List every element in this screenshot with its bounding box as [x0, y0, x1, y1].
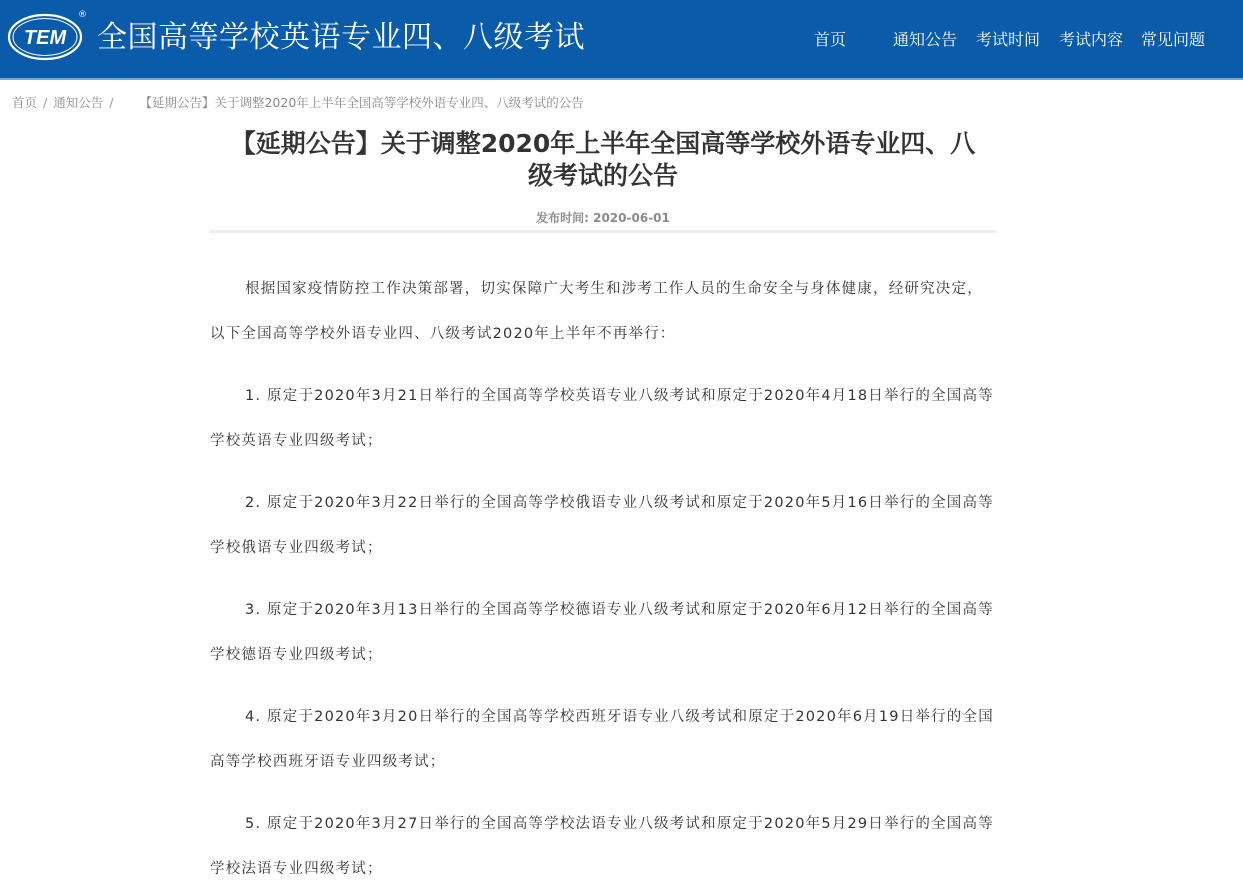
breadcrumb-home[interactable]: 首页: [12, 95, 38, 110]
publish-meta: [210, 210, 996, 226]
title-divider: [210, 230, 996, 233]
list-item-5: 5. 原定于2020年3月27日举行的全国高等学校法语专业八级考试和原定于2020年5月29日举行的全国高等学校法语专业四级考试；: [210, 816, 994, 877]
site-header: [0, 0, 1243, 80]
site-title[interactable]: 全国高等学校英语专业四、八级考试: [97, 20, 585, 55]
breadcrumb-separator: /: [109, 95, 114, 110]
list-item-1: 1. 原定于2020年3月21日举行的全国高等学校英语专业八级考试和原定于2020年4月18日举行的全国高等学校英语专业四级考试；: [210, 388, 994, 449]
nav-home[interactable]: 首页: [814, 30, 847, 49]
intro-paragraph: 根据国家疫情防控工作决策部署，切实保障广大考生和涉考工作人员的生命安全与身体健康，经研究决定，以下全国高等学校外语专业四、八级考试2020年上半年不再举行：: [210, 281, 983, 342]
nav-notices[interactable]: 通知公告: [893, 30, 958, 49]
breadcrumb-separator: /: [43, 95, 48, 110]
list-item-3: 3. 原定于2020年3月13日举行的全国高等学校德语专业八级考试和原定于2020年6月12日举行的全国高等学校德语专业四级考试；: [210, 602, 994, 663]
breadcrumb: [12, 94, 584, 112]
main-nav: [0, 28, 1243, 52]
nav-exam-time[interactable]: 考试时间: [976, 30, 1041, 49]
article-body: [210, 267, 996, 881]
list-item-4: 4. 原定于2020年3月20日举行的全国高等学校西班牙语专业八级考试和原定于2020年6月19日举行的全国高等学校西班牙语专业四级考试；: [210, 709, 994, 770]
article: [210, 128, 996, 881]
registered-mark: ®: [78, 10, 87, 20]
breadcrumb-notices[interactable]: 通知公告: [53, 95, 104, 110]
breadcrumb-current: 【延期公告】关于调整2020年上半年全国高等学校外语专业四、八级考试的公告: [139, 95, 584, 110]
list-item-2: 2. 原定于2020年3月22日举行的全国高等学校俄语专业八级考试和原定于2020年5月16日举行的全国高等学校俄语专业四级考试；: [210, 495, 994, 556]
publish-label: 发布时间:: [536, 211, 589, 225]
logo-text: TEM: [23, 27, 67, 49]
nav-faq[interactable]: 常见问题: [1141, 30, 1206, 49]
publish-date: 2020-06-01: [593, 211, 670, 225]
article-title: 【延期公告】关于调整2020年上半年全国高等学校外语专业四、八级考试的公告: [230, 129, 976, 190]
nav-exam-content[interactable]: 考试内容: [1059, 30, 1124, 49]
